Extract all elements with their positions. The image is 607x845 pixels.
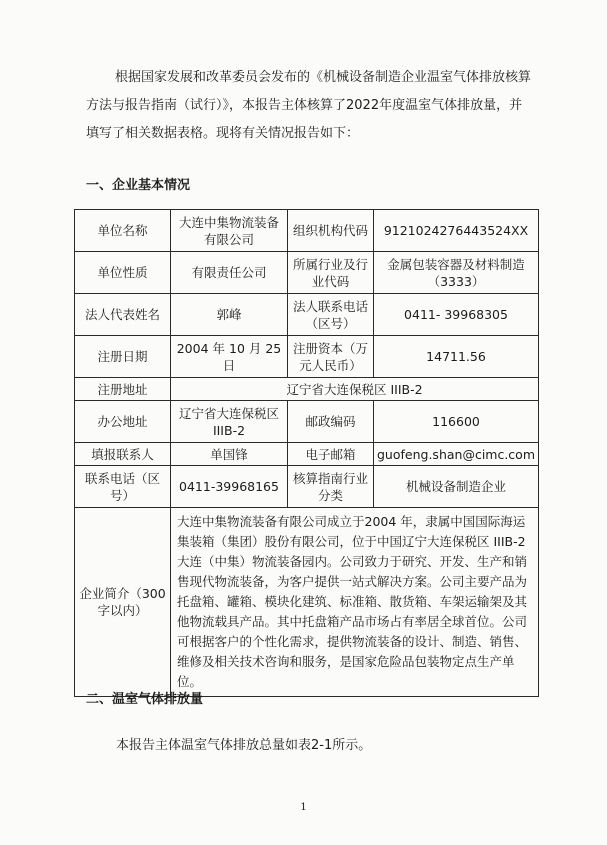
guide-industry-value: 机械设备制造企业 (374, 466, 539, 508)
table-row (75, 210, 539, 252)
legal-phone-value: 0411- 39968305 (374, 294, 539, 336)
profile-label: 企业简介（300 字以内） (75, 508, 171, 697)
section-2-heading: 二、温室气体排放量 (86, 692, 204, 707)
legal-phone-label: 法人联系电话（区号） (288, 294, 374, 336)
page-number: 1 (300, 802, 307, 813)
contact-phone-label: 联系电话（区号） (75, 466, 171, 508)
reg-date-value: 2004 年 10 月 25 日 (171, 336, 288, 378)
reg-capital-value: 14711.56 (374, 336, 539, 378)
contact-phone-value: 0411-39968165 (171, 466, 288, 508)
reg-capital-label: 注册资本（万元人民币） (288, 336, 374, 378)
contact-value: 单国锋 (171, 443, 288, 466)
table-row (75, 294, 539, 336)
industry-value: 金属包装容器及材料制造（3333） (374, 252, 539, 294)
intro-line-1: 根据国家发展和改革委员会发布的《机械设备制造企业温室气体排放核算 (115, 70, 532, 85)
org-code-label: 组织机构代码 (288, 210, 374, 252)
profile-text: 大连中集物流装备有限公司成立于2004 年，隶属中国国际海运集装箱（集团）股份有限公司，位于中国辽宁大连保税区 IIIB-2 大连（中集）物流装备园内。公司致力于研究、开发、生产和销售现代物流装备，为客户提供一站式解决方案。公司主要产品为托盘箱、罐箱、模块化建筑、标准箱、散货箱、车架运输架及其他物流载具产品。其中托盘箱产品市场占有率居全球首位。公司可根据客户的个性化需求，提供物流装备的设计、制造、销售、维修及相关技术咨询和服务，是国家危险品包装物定点生产单位。 (171, 508, 539, 697)
office-address-label: 办公地址 (75, 401, 171, 443)
table-row (75, 443, 539, 466)
company-info-table (74, 209, 539, 697)
section-1-heading: 一、企业基本情况 (86, 178, 191, 193)
table-row (75, 336, 539, 378)
table-row (75, 378, 539, 401)
industry-label: 所属行业及行业代码 (288, 252, 374, 294)
office-address-value: 辽宁省大连保税区IIIB-2 (171, 401, 288, 443)
table-row (75, 401, 539, 443)
legal-rep-label: 法人代表姓名 (75, 294, 171, 336)
unit-name-value: 大连中集物流装备有限公司 (171, 210, 288, 252)
reg-date-label: 注册日期 (75, 336, 171, 378)
postcode-value: 116600 (374, 401, 539, 443)
table-row (75, 508, 539, 697)
unit-nature-value: 有限责任公司 (171, 252, 288, 294)
intro-paragraph (86, 64, 534, 148)
intro-line-2: 方法与报告指南（试行）》，本报告主体核算了2022年度温室气体排放量，并 (86, 98, 523, 113)
table-row (75, 252, 539, 294)
reg-address-value: 辽宁省大连保税区 IIIB-2 (171, 378, 539, 401)
email-value: guofeng.shan@cimc.com (374, 443, 539, 466)
table-row (75, 466, 539, 508)
contact-label: 填报联系人 (75, 443, 171, 466)
guide-industry-label: 核算指南行业分类 (288, 466, 374, 508)
reg-address-label: 注册地址 (75, 378, 171, 401)
unit-name-label: 单位名称 (75, 210, 171, 252)
email-label: 电子邮箱 (288, 443, 374, 466)
unit-nature-label: 单位性质 (75, 252, 171, 294)
legal-rep-value: 郭峰 (171, 294, 288, 336)
section-2-text: 本报告主体温室气体排放总量如表2-1所示。 (116, 738, 372, 753)
postcode-label: 邮政编码 (288, 401, 374, 443)
intro-line-3: 填写了相关数据表格。现将有关情况报告如下： (86, 126, 360, 141)
org-code-value: 9121024276443524XX (374, 210, 539, 252)
